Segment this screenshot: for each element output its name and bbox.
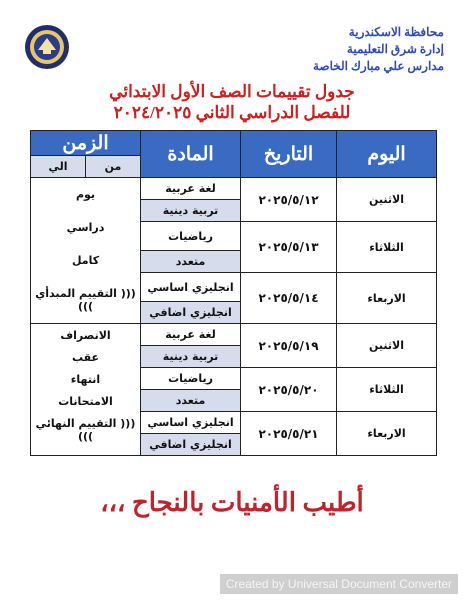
subject-cell: لغة عربية bbox=[141, 324, 241, 346]
time-from: من bbox=[86, 156, 141, 178]
time-text: ((( التقييم المبدأي ))) bbox=[35, 287, 136, 313]
subject-cell: متعدد bbox=[141, 251, 241, 273]
subject-cell: تربية دينية bbox=[141, 346, 241, 368]
time-block-final bbox=[31, 324, 141, 456]
day-cell: الاربعاء bbox=[337, 273, 437, 324]
date-cell: ٢٠٢٥/٥/٢٠ bbox=[241, 368, 337, 412]
subject-cell: انجليزي اساسي bbox=[141, 273, 241, 302]
day-cell: الاربعاء bbox=[337, 412, 437, 456]
header-day: اليوم bbox=[337, 131, 437, 178]
date-cell: ٢٠٢٥/٥/١٤ bbox=[241, 273, 337, 324]
time-text: دراسي bbox=[66, 221, 105, 234]
time-text: يوم bbox=[75, 188, 96, 201]
header-governorate: محافظة الاسكندرية bbox=[348, 25, 444, 39]
subject-cell: انجليزي اضافي bbox=[141, 302, 241, 324]
header-administration: إدارة شرق التعليمية bbox=[346, 42, 444, 56]
watermark: Created by Universal Document Converter bbox=[220, 574, 458, 594]
header-subject: المادة bbox=[141, 131, 241, 178]
subject-cell: رياضيات bbox=[141, 368, 241, 390]
page-title: جدول تقييمات الصف الأول الابتدائي bbox=[109, 82, 355, 101]
time-text: انتهاء bbox=[70, 372, 101, 386]
time-text: الانصراف bbox=[60, 328, 111, 342]
schedule-table bbox=[30, 130, 437, 456]
subject-cell: متعدد bbox=[141, 390, 241, 412]
day-cell: الثلاثاء bbox=[337, 368, 437, 412]
time-text: كامل bbox=[71, 254, 100, 267]
subject-cell: انجليزي اضافي bbox=[141, 434, 241, 456]
subject-cell: رياضيات bbox=[141, 222, 241, 251]
school-seal-icon bbox=[24, 24, 70, 70]
time-text: ((( التقييم النهائي ))) bbox=[35, 416, 136, 443]
header-school: مدارس علي مبارك الخاصة bbox=[312, 59, 444, 73]
header-block bbox=[313, 24, 444, 75]
day-cell: الاثنين bbox=[337, 324, 437, 368]
header-time: الزمن bbox=[31, 131, 141, 156]
time-text: عقب bbox=[71, 350, 100, 364]
date-cell: ٢٠٢٥/٥/٢١ bbox=[241, 412, 337, 456]
date-cell: ٢٠٢٥/٥/١٩ bbox=[241, 324, 337, 368]
day-cell: الاثنين bbox=[337, 178, 437, 222]
footer-wishes: أطيب الأمنيات بالنجاح ،،، bbox=[100, 488, 364, 517]
date-cell: ٢٠٢٥/٥/١٣ bbox=[241, 222, 337, 273]
date-cell: ٢٠٢٥/٥/١٢ bbox=[241, 178, 337, 222]
subject-cell: انجليزي اساسي bbox=[141, 412, 241, 434]
header-date: التاريخ bbox=[241, 131, 337, 178]
time-text: الامتحانات bbox=[58, 394, 113, 408]
day-cell: الثلاثاء bbox=[337, 222, 437, 273]
time-block-initial bbox=[31, 178, 141, 324]
page-subtitle: للفصل الدراسي الثاني ٢٠٢٤/٢٠٢٥ bbox=[113, 103, 351, 122]
subject-cell: لغة عربية bbox=[141, 178, 241, 200]
time-to: الي bbox=[31, 156, 86, 178]
subject-cell: تربية دينية bbox=[141, 200, 241, 222]
